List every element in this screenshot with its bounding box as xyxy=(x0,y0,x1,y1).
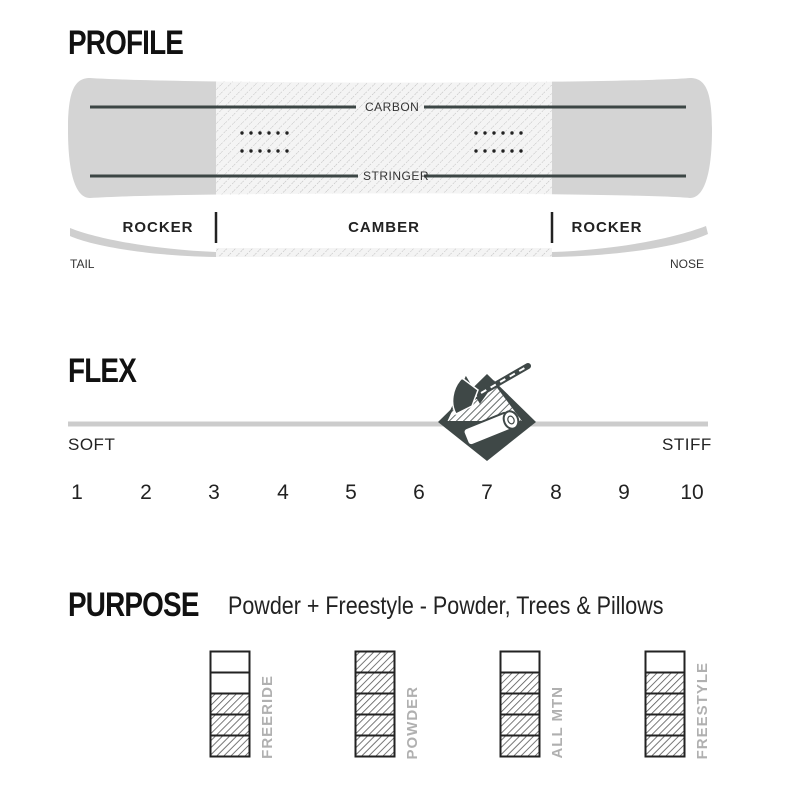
flex-heading: FLEX xyxy=(68,352,136,390)
meter-cell-filled xyxy=(646,694,685,715)
purpose-meter-freestyle xyxy=(644,650,686,759)
meter-cell-filled xyxy=(211,694,250,715)
meter-cell-filled xyxy=(356,736,395,757)
flex-scale-number: 1 xyxy=(71,481,83,504)
purpose-meter-freeride xyxy=(209,650,251,759)
tail-rocker-zone xyxy=(60,70,216,205)
zone-label-nose-rocker: ROCKER xyxy=(571,219,643,236)
meter-cell-filled xyxy=(646,673,685,694)
soft-label: SOFT xyxy=(68,435,116,454)
purpose-heading: PURPOSE xyxy=(68,586,199,624)
nose-rocker-zone xyxy=(552,70,722,205)
stringer-label: STRINGER xyxy=(363,169,430,183)
flex-scale-number: 9 xyxy=(618,481,630,504)
flex-scale-number: 8 xyxy=(550,481,562,504)
zone-label-camber: CAMBER xyxy=(348,219,420,236)
zone-label-tail-rocker: ROCKER xyxy=(122,219,194,236)
side-profile-camber xyxy=(216,248,552,257)
meter-cell-filled xyxy=(501,736,540,757)
meter-cell-filled xyxy=(211,736,250,757)
meter-cell-filled xyxy=(501,673,540,694)
meter-cell-empty xyxy=(211,673,250,694)
meter-cell-empty xyxy=(211,652,250,673)
camber-zone xyxy=(216,70,552,205)
meter-cell-filled xyxy=(356,715,395,736)
meter-cell-filled xyxy=(646,736,685,757)
flex-scale-number: 4 xyxy=(277,481,289,504)
meter-cell-filled xyxy=(501,715,540,736)
meter-cell-filled xyxy=(356,652,395,673)
purpose-label-powder: POWDER xyxy=(404,685,421,759)
tail-label: TAIL xyxy=(70,257,95,271)
purpose-label-freestyle: FREESTYLE xyxy=(694,661,711,759)
nose-label: NOSE xyxy=(670,257,705,271)
purpose-label-all-mtn: ALL MTN xyxy=(549,686,566,759)
meter-cell-empty xyxy=(646,652,685,673)
flex-scale-number: 5 xyxy=(345,481,357,504)
meter-cell-filled xyxy=(646,715,685,736)
axe-log-mountain-icon xyxy=(432,360,542,464)
meter-cell-filled xyxy=(501,694,540,715)
meter-cell-empty xyxy=(501,652,540,673)
flex-scale-number: 10 xyxy=(680,481,704,504)
flex-scale-number: 2 xyxy=(140,481,152,504)
flex-scale-number: 7 xyxy=(481,481,493,504)
board-profile-diagram xyxy=(0,0,800,300)
meter-cell-filled xyxy=(211,715,250,736)
purpose-label-freeride: FREERIDE xyxy=(259,675,276,759)
purpose-description: Powder + Freestyle - Powder, Trees & Pillows xyxy=(228,592,664,620)
flex-scale-number: 3 xyxy=(208,481,220,504)
stiff-label: STIFF xyxy=(662,435,712,454)
carbon-label: CARBON xyxy=(365,100,420,114)
meter-cell-filled xyxy=(356,673,395,694)
meter-cell-filled xyxy=(356,694,395,715)
purpose-meter-powder xyxy=(354,650,396,759)
flex-scale-number: 6 xyxy=(413,481,425,504)
purpose-meter-all-mtn xyxy=(499,650,541,759)
profile-heading: PROFILE xyxy=(68,24,184,62)
